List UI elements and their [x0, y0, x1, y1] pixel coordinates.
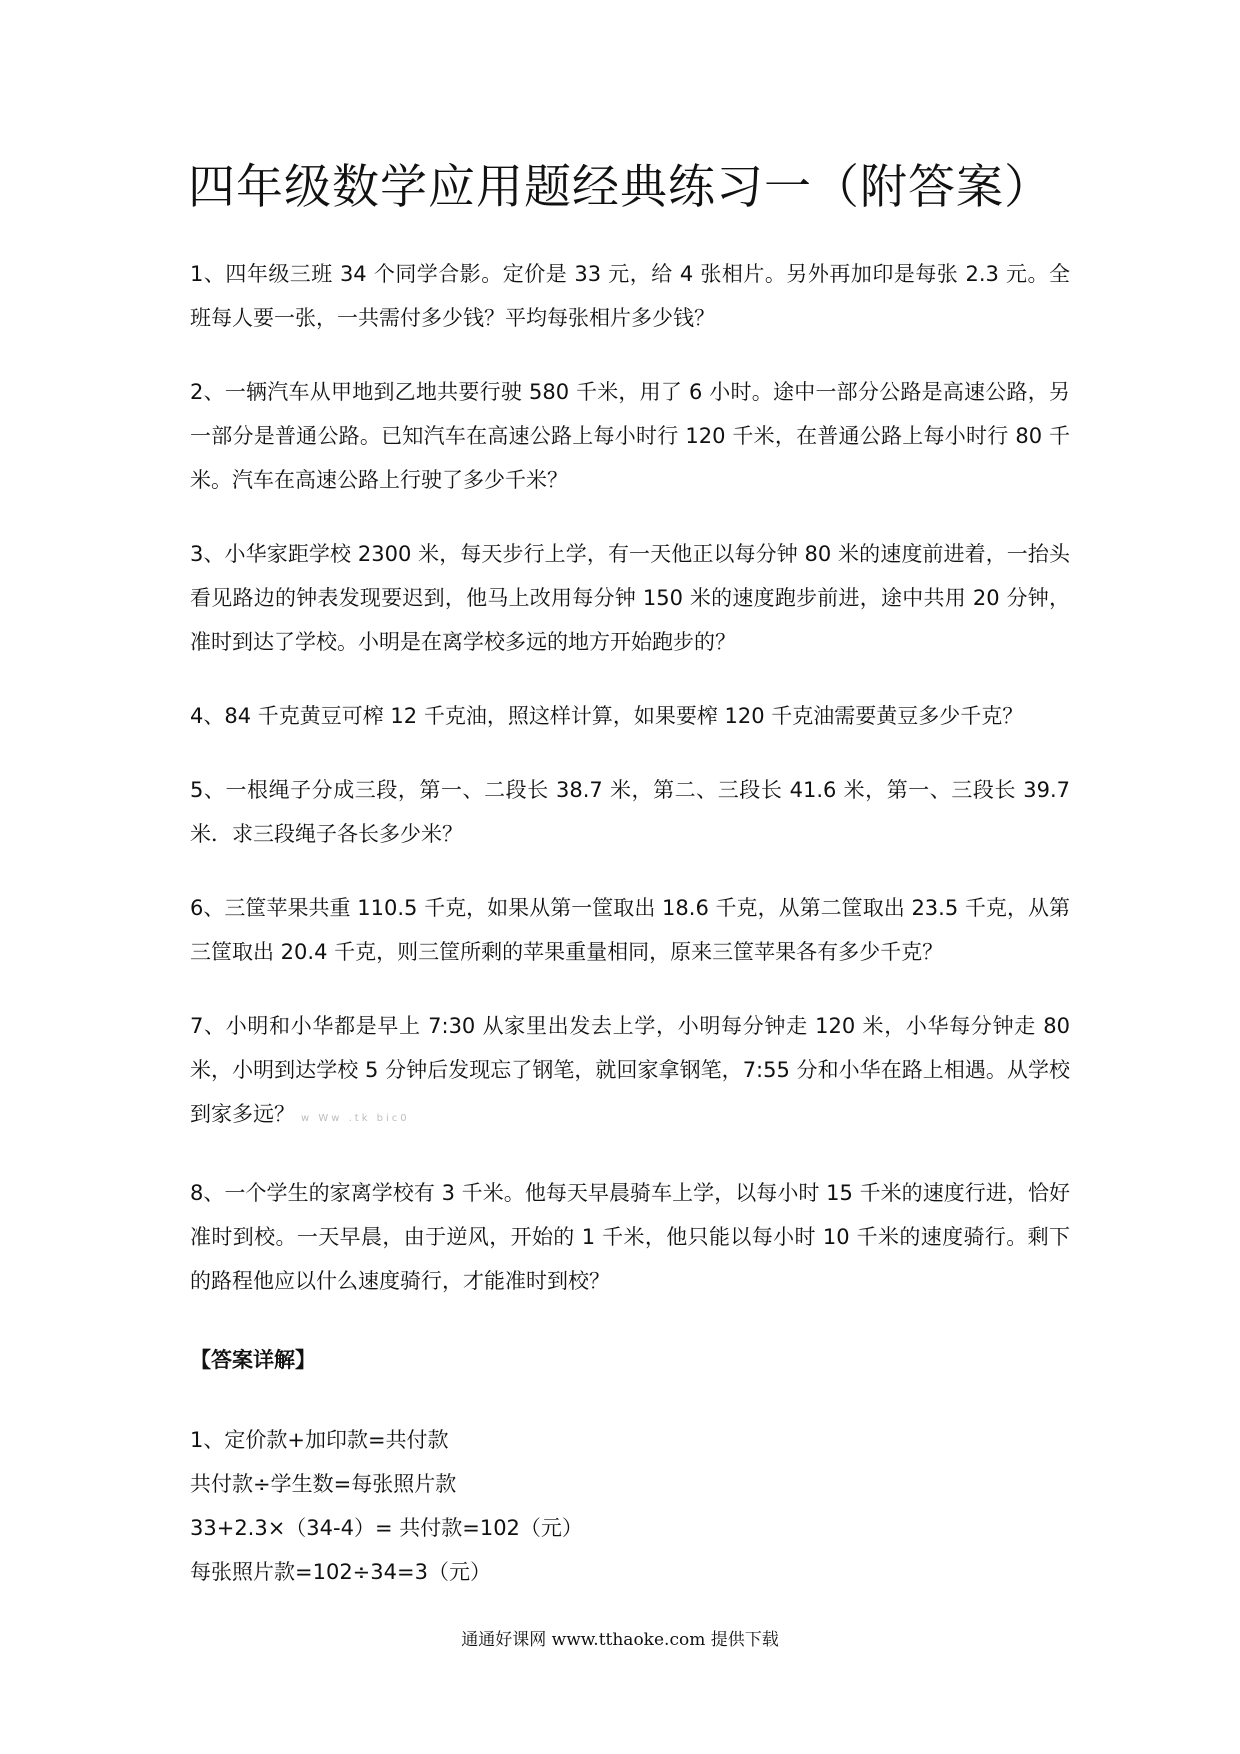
question-3: 3、小华家距学校 2300 米，每天步行上学，有一天他正以每分钟 80 米的速度前进着，一抬头看见路边的钟表发现要迟到，他马上改用每分钟 150 米的速度跑步前进，途中共用 20 分钟，准时到达了学校。小明是在离学校多远的地方开始跑步的？: [190, 542, 1070, 654]
page-footer: 通通好课网 www.tthaoke.com 提供下载: [461, 1630, 779, 1650]
page-title: 四年级数学应用题经典练习一（附答案）: [188, 160, 1052, 215]
watermark-text: w Ww .tk bic0: [301, 1113, 410, 1124]
question-7-text: 7、小明和小华都是早上 7:30 从家里出发去上学，小明每分钟走 120 米，小华每分钟走 80 米，小明到达学校 5 分钟后发现忘了钢笔，就回家拿钢笔，7:55 分和小华在路上相遇。从学校到家多远？: [190, 1014, 1070, 1126]
question-8: 8、一个学生的家离学校有 3 千米。他每天早晨骑车上学，以每小时 15 千米的速度行进，恰好准时到校。一天早晨，由于逆风，开始的 1 千米，他只能以每小时 10 千米的速度骑行。剩下的路程他应以什么速度骑行，才能准时到校？: [190, 1181, 1070, 1293]
question-list: [190, 252, 1070, 1333]
answer-line: 共付款÷学生数=每张照片款: [190, 1472, 457, 1496]
question-7: [190, 1004, 1070, 1141]
question-1: 1、四年级三班 34 个同学合影。定价是 33 元，给 4 张相片。另外再加印是每张 2.3 元。全班每人要一张，一共需付多少钱？平均每张相片多少钱？: [190, 262, 1070, 330]
answer-list: [190, 1418, 1070, 1594]
question-2: 2、一辆汽车从甲地到乙地共要行驶 580 千米，用了 6 小时。途中一部分公路是高速公路，另一部分是普通公路。已知汽车在高速公路上每小时行 120 千米，在普通公路上每小时行 80 千米。汽车在高速公路上行驶了多少千米？: [190, 380, 1070, 492]
question-5: 5、一根绳子分成三段，第一、二段长 38.7 米，第二、三段长 41.6 米，第一、三段长 39.7 米．求三段绳子各长多少米？: [190, 778, 1070, 846]
answers-heading: 【答案详解】: [190, 1348, 316, 1372]
question-4: 4、84 千克黄豆可榨 12 千克油，照这样计算，如果要榨 120 千克油需要黄豆多少千克？: [190, 704, 1024, 728]
question-6: 6、三筐苹果共重 110.5 千克，如果从第一筐取出 18.6 千克，从第二筐取出 23.5 千克，从第三筐取出 20.4 千克，则三筐所剩的苹果重量相同，原来三筐苹果各有多少千克？: [190, 896, 1070, 964]
answer-line: 1、定价款+加印款=共付款: [190, 1428, 449, 1452]
answer-line: 每张照片款=102÷34=3（元）: [190, 1560, 491, 1584]
answer-line: 33+2.3×（34-4）= 共付款=102（元）: [190, 1516, 583, 1540]
